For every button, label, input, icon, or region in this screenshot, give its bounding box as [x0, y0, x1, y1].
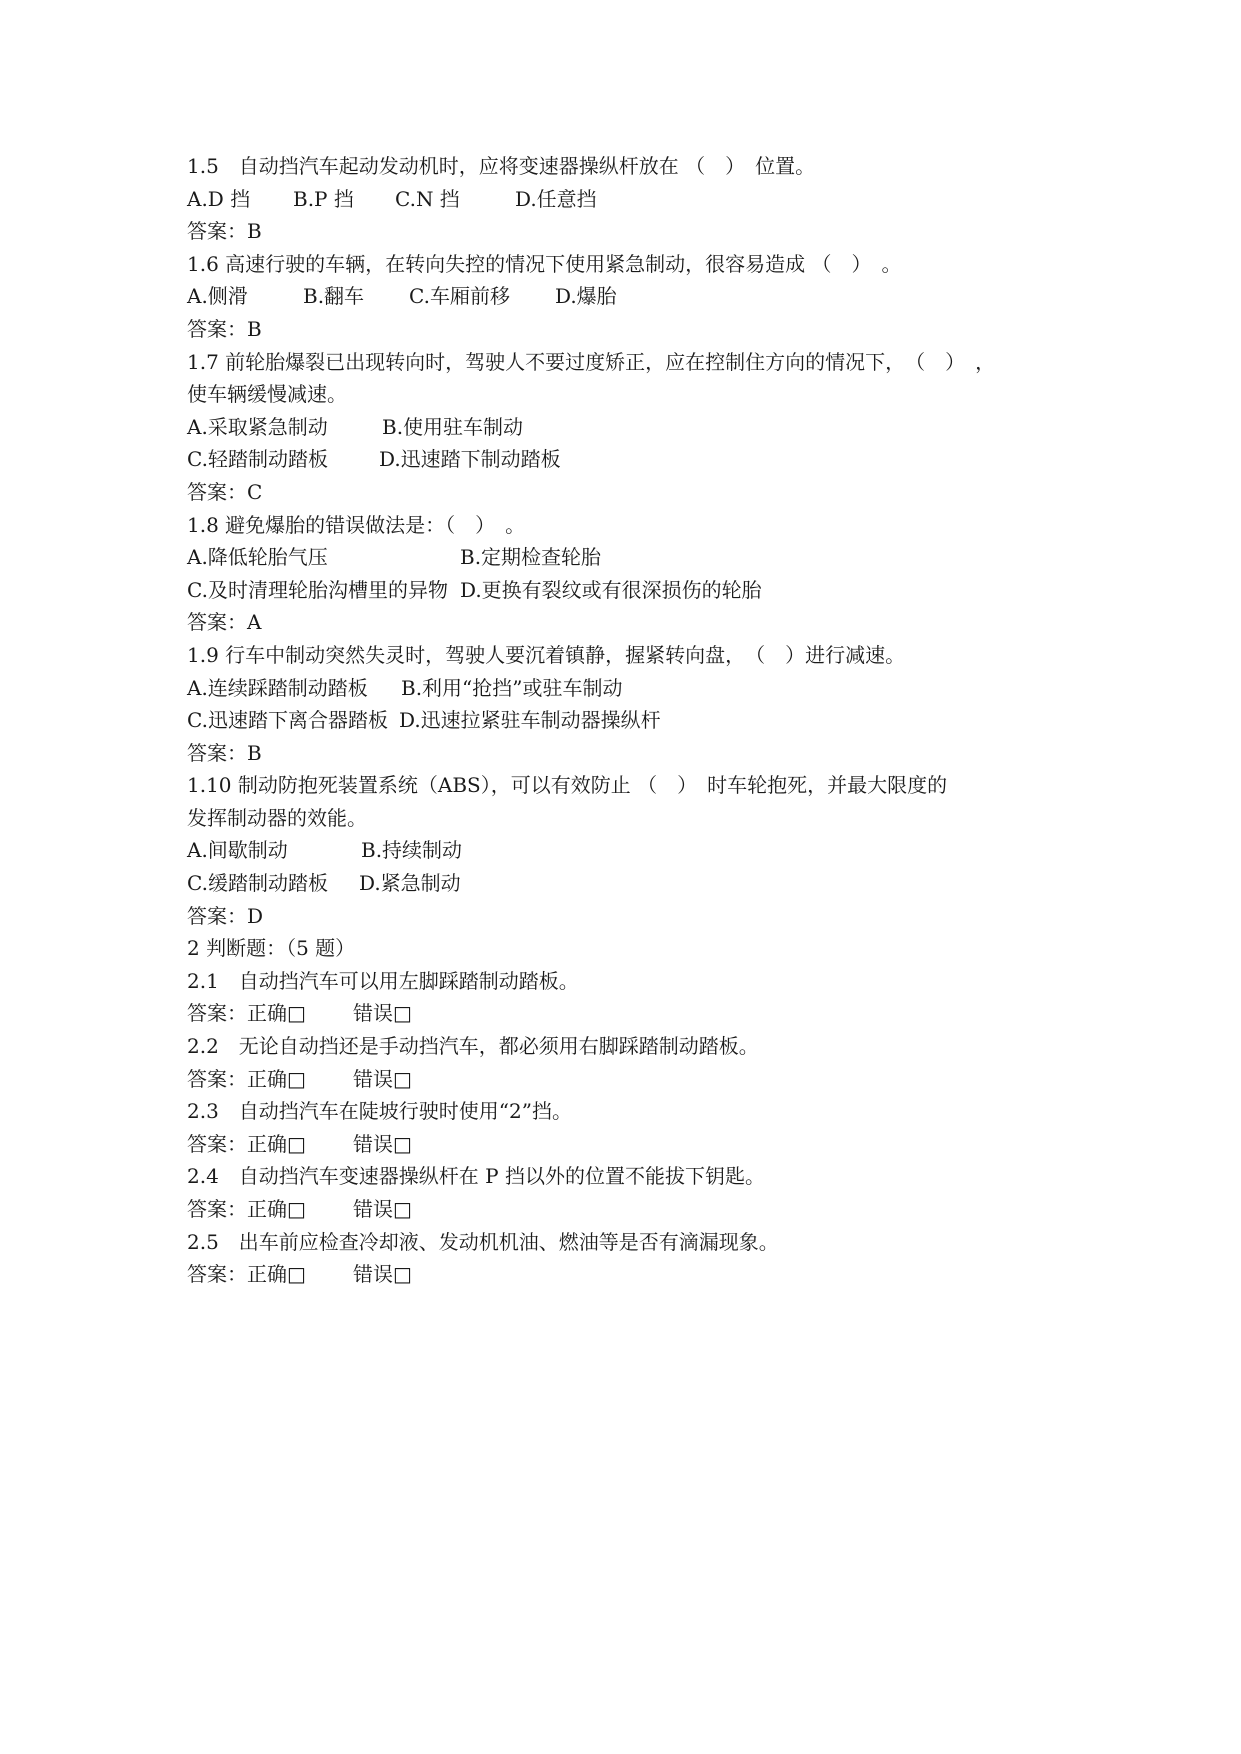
tf-question-2-5-stem: 2.5 出车前应检查冷却液、发动机机油、燃油等是否有滴漏现象。	[187, 1229, 779, 1254]
document-page	[187, 150, 1087, 1291]
question-1-7-options-row1	[187, 411, 1087, 444]
tf-question-2-3-stem: 2.3 自动挡汽车在陡坡行驶时使用“2”挡。	[187, 1099, 572, 1124]
question-1-9-options-row1	[187, 672, 1087, 705]
answer-label: 答案：	[187, 1262, 247, 1287]
tf-question-2-4-stem: 2.4 自动挡汽车变速器操纵杆在 P 挡以外的位置不能拔下钥匙。	[187, 1164, 765, 1189]
question-1-6-options	[187, 280, 1087, 313]
option-d: D.紧急制动	[359, 871, 461, 896]
option-b: B.翻车	[303, 284, 365, 309]
option-a: A.连续踩踏制动踏板	[187, 675, 368, 700]
option-a: A.间歇制动	[187, 838, 288, 863]
answer-label: 答案：	[187, 1131, 247, 1156]
question-1-7-answer: 答案：C	[187, 479, 263, 504]
correct-checkbox[interactable]: 正确□	[247, 1197, 306, 1221]
wrong-checkbox[interactable]: 错误□	[353, 1262, 412, 1287]
option-b: B.利用“抢挡”或驻车制动	[401, 675, 623, 700]
tf-question-2-1-stem: 2.1 自动挡汽车可以用左脚踩踏制动踏板。	[187, 968, 579, 993]
option-d: D.迅速踏下制动踏板	[379, 447, 561, 472]
option-a: A.侧滑	[187, 284, 248, 309]
question-1-6-answer: 答案：B	[187, 316, 262, 341]
wrong-checkbox[interactable]: 错误□	[353, 1131, 412, 1156]
correct-checkbox[interactable]: 正确□	[247, 1066, 306, 1091]
option-c: C.N 挡	[395, 186, 460, 211]
section-2-heading: 2 判断题：（5 题）	[187, 936, 356, 961]
option-b: B.定期检查轮胎	[460, 545, 602, 570]
question-1-10-options-row2	[187, 867, 1087, 900]
question-1-9-stem: 1.9 行车中制动突然失灵时，驾驶人要沉着镇静，握紧转向盘， （ ）进行减速。	[187, 642, 906, 667]
question-1-7-stem-line1: 1.7 前轮胎爆裂已出现转向时，驾驶人不要过度矫正，应在控制住方向的情况下， （ ） ，	[187, 349, 996, 374]
correct-checkbox[interactable]: 正确□	[247, 1001, 306, 1026]
question-1-9-answer: 答案：B	[187, 740, 262, 765]
option-d: D.爆胎	[555, 284, 617, 309]
option-c: C.及时清理轮胎沟槽里的异物	[187, 577, 448, 602]
question-1-8-answer: 答案：A	[187, 610, 262, 635]
option-b: B.使用驻车制动	[382, 414, 524, 439]
question-1-6-stem: 1.6 高速行驶的车辆，在转向失控的情况下使用紧急制动，很容易造成 （ ） 。	[187, 251, 902, 276]
option-a: A.降低轮胎气压	[187, 545, 328, 570]
option-d: D.任意挡	[515, 186, 597, 211]
question-1-5-answer: 答案：B	[187, 219, 262, 244]
question-1-10-options-row1	[187, 834, 1087, 867]
question-1-10-answer: 答案：D	[187, 903, 264, 928]
answer-label: 答案：	[187, 1197, 247, 1221]
option-c: C.轻踏制动踏板	[187, 447, 328, 472]
option-a: A.D 挡	[187, 186, 251, 211]
question-1-10-stem-line1: 1.10 制动防抱死装置系统（ABS），可以有效防止 （ ） 时车轮抱死，并最大限度的	[187, 773, 948, 798]
question-1-5-options	[187, 183, 1087, 216]
option-c: C.缓踏制动踏板	[187, 871, 328, 896]
question-1-7-options-row2	[187, 443, 1087, 476]
tf-question-2-1-answer	[187, 997, 1087, 1030]
question-1-8-options-row1	[187, 541, 1087, 574]
tf-question-2-2-stem: 2.2 无论自动挡还是手动挡汽车，都必须用右脚踩踏制动踏板。	[187, 1034, 759, 1059]
question-1-8-options-row2	[187, 574, 1087, 607]
tf-question-2-5-answer	[187, 1258, 1087, 1291]
question-1-7-stem-line2: 使车辆缓慢减速。	[187, 382, 347, 407]
wrong-checkbox[interactable]: 错误□	[353, 1197, 412, 1221]
correct-checkbox[interactable]: 正确□	[247, 1262, 306, 1287]
option-b: B.持续制动	[361, 838, 463, 863]
option-c: C.车厢前移	[409, 284, 510, 309]
wrong-checkbox[interactable]: 错误□	[353, 1066, 412, 1091]
tf-question-2-3-answer	[187, 1128, 1087, 1161]
option-b: B.P 挡	[293, 186, 354, 211]
answer-label: 答案：	[187, 1001, 247, 1026]
question-1-10-stem-line2: 发挥制动器的效能。	[187, 805, 367, 830]
tf-question-2-2-answer	[187, 1063, 1087, 1096]
question-1-9-options-row2	[187, 704, 1087, 737]
tf-question-2-4-answer	[187, 1193, 1087, 1226]
option-a: A.采取紧急制动	[187, 414, 328, 439]
question-1-8-stem: 1.8 避免爆胎的错误做法是：（ ） 。	[187, 512, 526, 537]
wrong-checkbox[interactable]: 错误□	[353, 1001, 412, 1026]
option-c: C.迅速踏下离合器踏板	[187, 708, 388, 733]
correct-checkbox[interactable]: 正确□	[247, 1131, 306, 1156]
question-1-5-stem: 1.5 自动挡汽车起动发动机时，应将变速器操纵杆放在 （ ） 位置。	[187, 154, 816, 178]
option-d: D.迅速拉紧驻车制动器操纵杆	[399, 708, 661, 733]
answer-label: 答案：	[187, 1066, 247, 1091]
option-d: D.更换有裂纹或有很深损伤的轮胎	[460, 577, 762, 602]
